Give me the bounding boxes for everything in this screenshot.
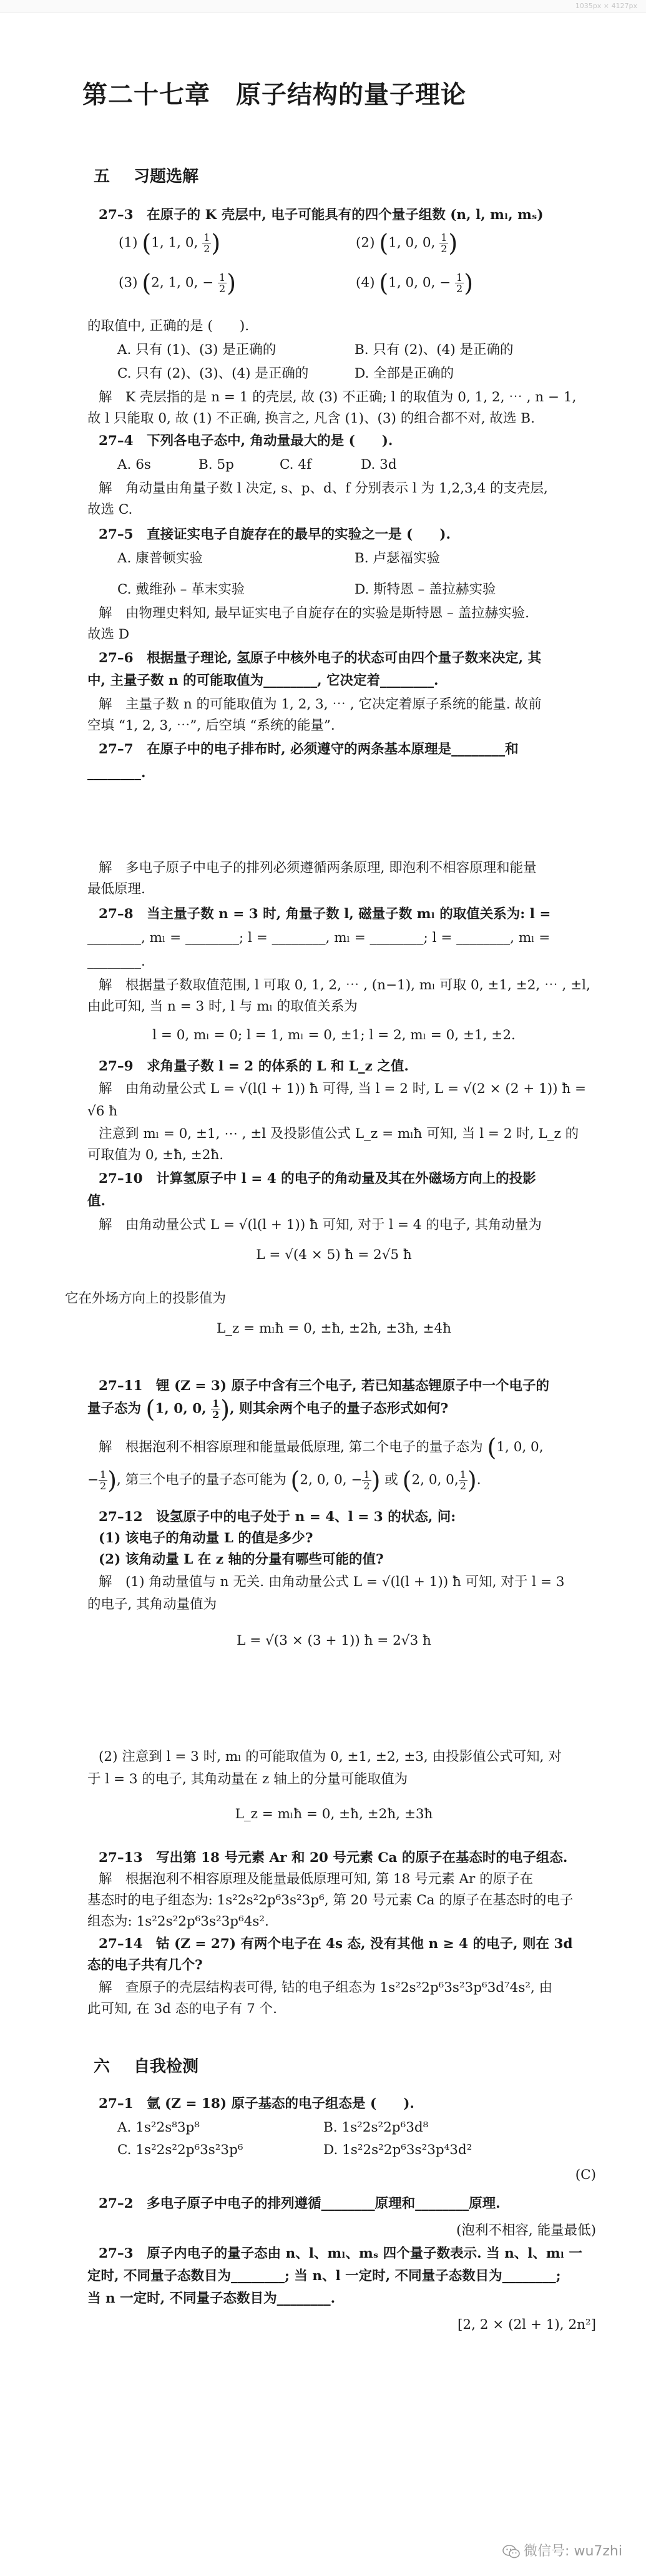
- q27-9-solution-3: 注意到 mₗ = 0, ±1, ⋯ , ±l 及投影值公式 L_z = mₗħ 可知, 当 l = 2 时, L_z 的: [99, 1126, 579, 1142]
- fraction-half: $\frac{1}{2}$: [100, 1469, 107, 1492]
- test27-3-line-2: 定时, 不同量子态数目为________; 当 n、l 一定时, 不同量子态数目为________;: [87, 2268, 561, 2284]
- test27-1-stem: 27–1 氩 (Z = 18) 原子基态的电子组态是 ( ).: [99, 2096, 414, 2112]
- q27-3-choice-c: C. 只有 (2)、(3)、(4) 是正确的: [117, 366, 309, 381]
- q27-4-solution-2: 故选 C.: [87, 502, 133, 517]
- section-title: 自我检测: [134, 2057, 199, 2076]
- q27-5-solution-2: 故选 D: [87, 627, 130, 642]
- fraction-half: $\frac{1}{2}$: [219, 272, 226, 295]
- q27-3-choice-a: A. 只有 (1)、(3) 是正确的: [117, 342, 277, 358]
- q27-10-line-2: 值.: [87, 1193, 105, 1209]
- test27-2-answer: (泡利不相容, 能量最低): [456, 2223, 596, 2238]
- q27-10-equation-1: L = √(4 × 5) ħ = 2√5 ħ: [256, 1247, 412, 1263]
- image-dimensions: 1035px × 4127px: [575, 2, 637, 10]
- q27-8-line-1: 27–8 当主量子数 n = 3 时, 角量子数 l, 磁量子数 mₗ 的取值关系为: l =: [99, 906, 551, 922]
- fraction-half: $\frac{1}{2}$: [212, 1398, 220, 1421]
- test27-1-choice-b: B. 1s²2s²2p⁶3d⁸: [323, 2120, 429, 2135]
- quantum-set: 1, 0, 0, −: [388, 275, 451, 291]
- q27-3-option-3: (3) (2, 1, 0, − $\frac{1}{2}$ ): [119, 269, 237, 297]
- q27-12-stem: 27–12 设氢原子中的电子处于 n = 4、l = 3 的状态, 问:: [99, 1509, 456, 1525]
- q27-12-equation-2: L_z = mₗħ = 0, ±ħ, ±2ħ, ±3ħ: [235, 1806, 433, 1822]
- q27-13-line-3: 基态时的电子组态为: 1s²2s²2p⁶3s²3p⁶, 第 20 号元素 Ca 的原子在基态时的电子: [87, 1893, 574, 1908]
- minus-sign: −: [87, 1472, 99, 1488]
- q27-3-option-1: (1) (1, 1, 0, $\frac{1}{2}$ ): [119, 229, 221, 257]
- q27-7-solution-1: 解 多电子原子中电子的排列必须遵循两条原理, 即泡利不相容原理和能量: [99, 860, 537, 876]
- q27-12-question-2: (2) 该角动量 L 在 z 轴的分量有哪些可能的值?: [99, 1552, 384, 1567]
- q27-12-equation-1: L = √(3 × (3 + 1)) ħ = 2√3 ħ: [237, 1633, 431, 1648]
- quantum-set: 1, 0, 0,: [155, 1401, 207, 1417]
- q27-8-equation: l = 0, mₗ = 0; l = 1, mₗ = 0, ±1; l = 2, mₗ = 0, ±1, ±2.: [152, 1027, 516, 1043]
- test27-1-choice-a: A. 1s²2s⁸3p⁸: [117, 2120, 200, 2135]
- section-title: 习题选解: [134, 167, 199, 186]
- q27-4-choice-c: C. 4f: [280, 457, 311, 473]
- q27-11-solution-1: 解 根据泡利不相容原理和能量最低原理, 第二个电子的量子态为 (1, 0, 0,: [99, 1434, 544, 1461]
- quantum-set: 1, 0, 0,: [388, 235, 436, 251]
- q27-3-stem: 27–3 在原子的 K 壳层中, 电子可能具有的四个量子组数 (n, l, mₗ, mₛ): [99, 207, 544, 223]
- test27-1-choice-c: C. 1s²2s²2p⁶3s²3p⁶: [117, 2142, 243, 2158]
- wechat-watermark: [502, 2540, 622, 2560]
- q27-12-solution-4: 于 l = 3 的电子, 其角动量在 z 轴上的分量可能取值为: [87, 1771, 408, 1787]
- section-number: 五: [94, 167, 110, 186]
- test27-3-answer: [2, 2 × (2l + 1), 2n²]: [458, 2317, 596, 2333]
- q27-12-solution-2: 的电子, 其角动量值为: [87, 1597, 217, 1612]
- fraction-half: $\frac{1}{2}$: [363, 1469, 370, 1492]
- section-heading-5: [94, 164, 198, 187]
- quantum-set: 1, 1, 0,: [151, 235, 198, 251]
- q27-14-line-1: 27–14 钴 (Z = 27) 有两个电子在 4s 态, 没有其他 n ≥ 4 的电子, 则在 3d: [99, 1936, 573, 1952]
- fraction-half: $\frac{1}{2}$: [456, 272, 463, 295]
- q27-6-solution-1: 解 主量子数 n 的可能取值为 1, 2, 3, ⋯ , 它决定着原子系统的能量. 故前: [99, 697, 542, 712]
- chapter-title: 第二十七章 原子结构的量子理论: [82, 81, 466, 109]
- text: .: [476, 1472, 481, 1488]
- q27-6-line-1: 27–6 根据量子理论, 氢原子中核外电子的状态可由四个量子数来决定, 其: [99, 650, 542, 666]
- q27-8-solution-2: 由此可知, 当 n = 3 时, l 与 mₗ 的取值关系为: [87, 999, 358, 1014]
- q27-8-line-2: ________, mₗ = ________; l = ________, mₗ = ________; l = ________, mₗ =: [87, 930, 551, 946]
- wechat-icon: [502, 2545, 520, 2559]
- q27-6-solution-2: 空填 “1, 2, 3, ⋯”, 后空填 “系统的能量”.: [87, 718, 335, 733]
- quantum-set: 2, 0, 0, −: [300, 1472, 363, 1488]
- q27-11-line-2: 量子态为 (1, 0, 0, $\frac{1}{2}$ ), 则其余两个电子的量子态形式如何?: [87, 1395, 449, 1423]
- q27-5-choice-d: D. 斯特恩 – 盖拉赫实验: [355, 582, 496, 597]
- q27-5-choice-b: B. 卢瑟福实验: [355, 551, 440, 566]
- q27-9-solution-2: √6 ħ: [87, 1104, 118, 1119]
- q27-12-solution-1: 解 (1) 角动量值与 n 无关. 由角动量公式 L = √(l(l + 1)) ħ 可知, 对于 l = 3: [99, 1574, 565, 1590]
- quantum-set: 2, 1, 0, −: [151, 275, 214, 291]
- q27-14-line-3: 解 查原子的壳层结构表可得, 钴的电子组态为 1s²2s²2p⁶3s²3p⁶3d⁷4s², 由: [99, 1980, 553, 1996]
- text: , 则其余两个电子的量子态形式如何?: [230, 1401, 449, 1417]
- q27-6-line-2: 中, 主量子数 n 的可能取值为________, 它决定着________.: [87, 673, 439, 688]
- option-label: (2): [356, 235, 375, 251]
- q27-9-stem: 27–9 求角量子数 l = 2 的体系的 L 和 L_z 之值.: [99, 1059, 409, 1074]
- q27-3-option-2: (2) (1, 0, 0, $\frac{1}{2}$ ): [356, 229, 458, 257]
- q27-9-solution-4: 可取值为 0, ±ħ, ±2ħ.: [87, 1147, 224, 1163]
- q27-10-solution-1: 解 由角动量公式 L = √(l(l + 1)) ħ 可知, 对于 l = 4 的电子, 其角动量为: [99, 1217, 542, 1233]
- test27-3-line-1: 27–3 原子内电子的量子态由 n、l、mₗ、mₛ 四个量子数表示. 当 n、l、mₗ 一: [99, 2246, 582, 2261]
- q27-4-stem: 27–4 下列各电子态中, 角动量最大的是 ( ).: [99, 433, 393, 449]
- q27-3-option-4: (4) (1, 0, 0, − $\frac{1}{2}$ ): [356, 269, 474, 297]
- q27-13-line-1: 27–13 写出第 18 号元素 Ar 和 20 号元素 Ca 的原子在基态时的电子组态.: [99, 1850, 568, 1866]
- section-number: 六: [94, 2057, 110, 2076]
- test27-1-answer: (C): [575, 2167, 596, 2183]
- q27-7-solution-2: 最低原理.: [87, 881, 145, 897]
- fraction-half: $\frac{1}{2}$: [203, 232, 210, 255]
- q27-5-stem: 27–5 直接证实电子自旋存在的最早的实验之一是 ( ).: [99, 527, 451, 542]
- q27-7-line-1: 27–7 在原子中的电子排布时, 必须遵守的两条基本原理是________和: [99, 742, 519, 757]
- test27-3-line-3: 当 n 一定时, 不同量子态数目为________.: [87, 2291, 336, 2306]
- q27-4-choice-b: B. 5p: [198, 457, 234, 473]
- q27-10-solution-2: 它在外场方向上的投影值为: [65, 1291, 227, 1306]
- option-label: (1): [119, 235, 138, 251]
- q27-13-line-4: 组态为: 1s²2s²2p⁶3s²3p⁶4s².: [87, 1914, 269, 1929]
- q27-7-line-2: ________.: [87, 765, 146, 781]
- q27-10-equation-2: L_z = mₗħ = 0, ±ħ, ±2ħ, ±3ħ, ±4ħ: [216, 1321, 451, 1336]
- text: , 第三个电子的量子态可能为: [117, 1472, 286, 1488]
- fraction-half: $\frac{1}{2}$: [459, 1469, 466, 1492]
- q27-3-choice-d: D. 全部是正确的: [355, 366, 454, 381]
- q27-8-line-3: ________.: [87, 954, 145, 969]
- section-heading-6: [94, 2054, 198, 2077]
- q27-3-solution-2: 故 l 只能取 0, 故 (1) 不正确, 换言之, 凡含 (1)、(3) 的组合都不对, 故选 B.: [87, 411, 535, 426]
- q27-5-choice-c: C. 戴维孙 – 革末实验: [117, 582, 245, 597]
- q27-11-line-1: 27–11 锂 (Z = 3) 原子中含有三个电子, 若已知基态锂原子中一个电子的: [99, 1378, 550, 1394]
- fraction-half: $\frac{1}{2}$: [441, 232, 448, 255]
- q27-13-line-2: 解 根据泡利不相容原理及能量最低原理可知, 第 18 号元素 Ar 的原子在: [99, 1871, 534, 1887]
- q27-4-choice-d: D. 3d: [361, 457, 397, 473]
- q27-11-solution-2: − $\frac{1}{2}$ ), 第三个电子的量子态可能为 (2, 0, 0, − $\frac{1}{2}$ ) 或 (2, 0, 0, $\frac{1}{2}$ ).: [87, 1466, 481, 1494]
- q27-3-line2: 的取值中, 正确的是 ( ).: [87, 318, 250, 334]
- q27-5-choice-a: A. 康普顿实验: [117, 551, 203, 566]
- test27-2-stem: 27–2 多电子原子中电子的排列遵循________原理和________原理.: [99, 2196, 501, 2211]
- q27-8-solution-1: 解 根据量子数取值范围, l 可取 0, 1, 2, ⋯ , (n−1), mₗ 可取 0, ±1, ±2, ⋯ , ±l,: [99, 977, 590, 993]
- q27-5-solution-1: 解 由物理史料知, 最早证实电子自旋存在的实验是斯特恩 – 盖拉赫实验.: [99, 605, 529, 621]
- q27-10-line-1: 27–10 计算氢原子中 l = 4 的电子的角动量及其在外磁场方向上的投影: [99, 1171, 536, 1187]
- q27-12-question-1: (1) 该电子的角动量 L 的值是多少?: [99, 1530, 313, 1546]
- quantum-set: 1, 0, 0,: [496, 1439, 544, 1455]
- q27-3-solution-1: 解 K 壳层指的是 n = 1 的壳层, 故 (3) 不正确; l 的取值为 0, 1, 2, ⋯ , n − 1,: [99, 389, 577, 405]
- text: 或: [384, 1472, 398, 1488]
- q27-9-solution-1: 解 由角动量公式 L = √(l(l + 1)) ħ 可得, 当 l = 2 时, L = √(2 × (2 + 1)) ħ =: [99, 1081, 587, 1097]
- option-label: (3): [119, 275, 138, 291]
- quantum-set: 2, 0, 0,: [411, 1472, 459, 1488]
- text: 解 根据泡利不相容原理和能量最低原理, 第二个电子的量子态为: [99, 1439, 483, 1455]
- q27-3-choice-b: B. 只有 (2)、(4) 是正确的: [355, 342, 514, 358]
- q27-14-line-2: 态的电子共有几个?: [87, 1957, 203, 1973]
- test27-1-choice-d: D. 1s²2s²2p⁶3s²3p⁴3d²: [323, 2142, 472, 2158]
- q27-12-solution-3: (2) 注意到 l = 3 时, mₗ 的可能取值为 0, ±1, ±2, ±3, 由投影值公式可知, 对: [99, 1749, 562, 1765]
- image-viewer-bar: [0, 0, 646, 13]
- q27-4-solution-1: 解 角动量由角量子数 l 决定, s、p、d、f 分别表示 l 为 1,2,3,4 的支壳层,: [99, 481, 548, 496]
- q27-14-line-4: 此可知, 在 3d 态的电子有 7 个.: [87, 2001, 277, 2017]
- text: 量子态为: [87, 1401, 142, 1417]
- option-label: (4): [356, 275, 375, 291]
- q27-4-choice-a: A. 6s: [117, 457, 151, 473]
- watermark-text: 微信号: wu7zhi: [524, 2544, 622, 2559]
